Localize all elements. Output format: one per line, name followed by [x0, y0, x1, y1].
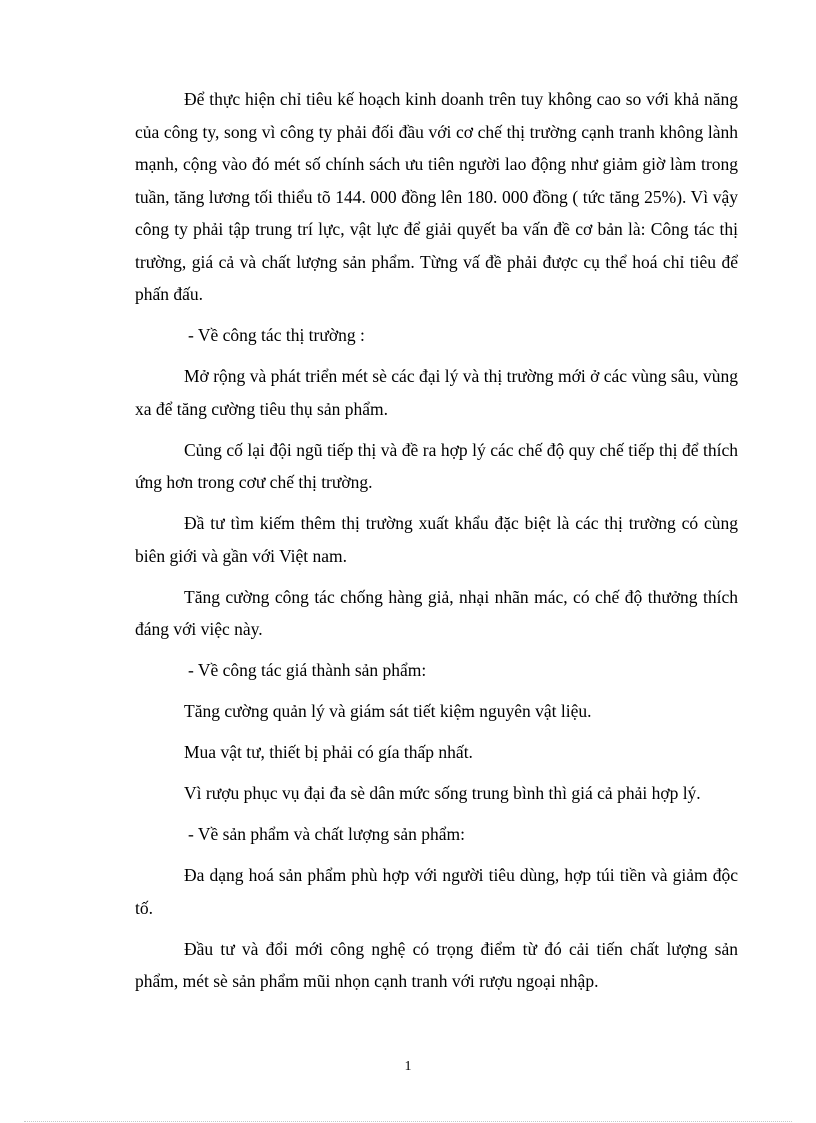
- paragraph-pricing: Vì rượu phục vụ đại đa sè dân mức sống trung bình thì giá cả phải hợp lý.: [184, 783, 701, 803]
- heading-market-work: - Về công tác thị trường :: [188, 325, 365, 345]
- paragraph-marketing-team: Củng cố lại đội ngũ tiếp thị và đề ra hợp lý các chế độ quy chế tiếp thị để thích ứng hơn trong cơư chế thị trường.: [135, 439, 738, 492]
- heading-cost-work: - Về công tác giá thành sản phẩm:: [188, 660, 427, 680]
- heading-product-quality: - Về sản phẩm và chất lượng sản phẩm:: [188, 824, 465, 844]
- document-body: [135, 83, 738, 998]
- paragraph-export-market: Đầ tư tìm kiếm thêm thị trường xuất khẩu đặc biệt là các thị trường có cùng biên giới và gần với Việt nam.: [135, 513, 738, 566]
- paragraph-diversification: Đa dạng hoá sản phẩm phù hợp với người tiêu dùng, hợp túi tiền và giảm độc tố.: [135, 865, 738, 918]
- page-number: 1: [404, 1059, 412, 1074]
- paragraph-procurement: Mua vật tư, thiết bị phải có gía thấp nhất.: [184, 742, 473, 762]
- paragraph-anti-counterfeit: Tăng cường công tác chống hàng giả, nhại nhãn mác, có chế độ thưởng thích đáng với việc này.: [135, 586, 738, 639]
- paragraph-technology: Đầu tư và đổi mới công nghệ có trọng điểm từ đó cải tiến chất lượng sản phẩm, mét sè sản phẩm mũi nhọn cạnh tranh với rượu ngoại nhập.: [135, 938, 738, 991]
- paragraph-material-savings: Tăng cường quản lý và giám sát tiết kiệm nguyên vật liệu.: [184, 701, 592, 721]
- paragraph-market-expansion: Mở rộng và phát triển mét sè các đại lý và thị trường mới ở các vùng sâu, vùng xa để tăng cường tiêu thụ sản phẩm.: [135, 366, 738, 419]
- paragraph-intro: Để thực hiện chỉ tiêu kế hoạch kinh doanh trên tuy không cao so với khả năng của công ty, song vì công ty phải đối đầu với cơ chế thị trường cạnh tranh không lành mạnh, cộng vào đó mét số chính sách ưu tiên người lao động như giảm giờ làm trong tuần, tăng lương tối thiểu tõ 144. 000 đồng lên 180. 000 đồng ( tức tăng 25%). Vì vậy công ty phải tập trung trí lực, vật lực để giải quyết ba vấn đề cơ bản là: Công tác thị trường, giá cả và chất lượng sản phẩm. Từng vấ đề phải được cụ thể hoá chỉ tiêu để phấn đấu.: [135, 89, 738, 304]
- page-bottom-divider: [24, 1121, 792, 1122]
